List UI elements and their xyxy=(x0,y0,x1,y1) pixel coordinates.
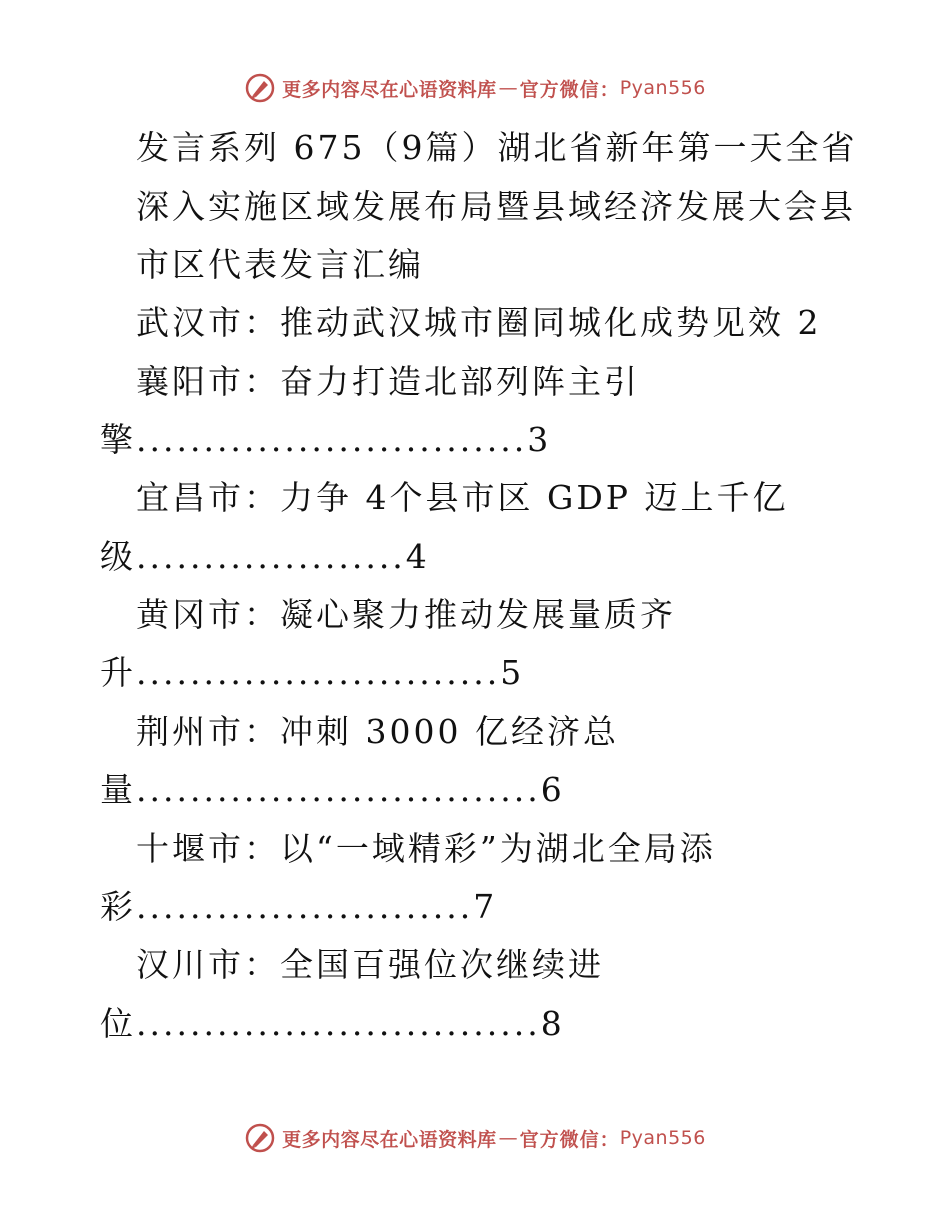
toc-entry-huanggang-cont[interactable]: 升...........................5 xyxy=(100,653,525,692)
toc-entry-hanchuan[interactable]: 汉川市：全国百强位次继续进 xyxy=(136,945,604,984)
banner-wechat-id: Pyan556 xyxy=(619,1127,706,1149)
toc-entry-jingzhou[interactable]: 荆州市：冲刺 3000 亿经济总 xyxy=(136,712,619,751)
banner-dash: — xyxy=(498,1127,518,1149)
banner-wechat-id: Pyan556 xyxy=(619,77,706,99)
toc-entry-hanchuan-cont[interactable]: 位..............................8 xyxy=(100,1004,565,1043)
toc-entry-yichang[interactable]: 宜昌市：力争 4个县市区 GDP 迈上千亿 xyxy=(136,478,789,517)
banner-brand-text: 更多内容尽在心语资料库 xyxy=(282,1128,497,1151)
doc-title-line-2: 深入实施区域发展布局暨县域经济发展大会县 xyxy=(136,187,856,226)
toc-entry-jingzhou-cont[interactable]: 量..............................6 xyxy=(100,770,565,809)
toc-entry-shiyan[interactable]: 十堰市：以“一域精彩”为湖北全局添 xyxy=(136,829,716,868)
banner-wechat-label: 官方微信： xyxy=(519,78,620,101)
pen-nib-logo-icon xyxy=(244,1122,276,1154)
toc-entry-yichang-cont[interactable]: 级....................4 xyxy=(100,537,430,576)
banner-brand-text: 更多内容尽在心语资料库 xyxy=(282,78,497,101)
banner-wechat-label: 官方微信： xyxy=(519,1128,620,1151)
footer-watermark-banner xyxy=(0,1122,950,1154)
toc-entry-wuhan[interactable]: 武汉市：推动武汉城市圈同城化成势见效 2 xyxy=(136,303,822,342)
toc-entry-xiangyang-cont[interactable]: 擎.............................3 xyxy=(100,420,552,459)
banner-dash: — xyxy=(498,77,518,99)
toc-entry-xiangyang[interactable]: 襄阳市：奋力打造北部列阵主引 xyxy=(136,362,640,401)
toc-entry-huanggang[interactable]: 黄冈市：凝心聚力推动发展量质齐 xyxy=(136,595,676,634)
toc-entry-shiyan-cont[interactable]: 彩.........................7 xyxy=(100,887,498,926)
doc-title-line-3: 市区代表发言汇编 xyxy=(136,245,424,284)
doc-title-line-1: 发言系列 675（9篇）湖北省新年第一天全省 xyxy=(136,128,858,167)
